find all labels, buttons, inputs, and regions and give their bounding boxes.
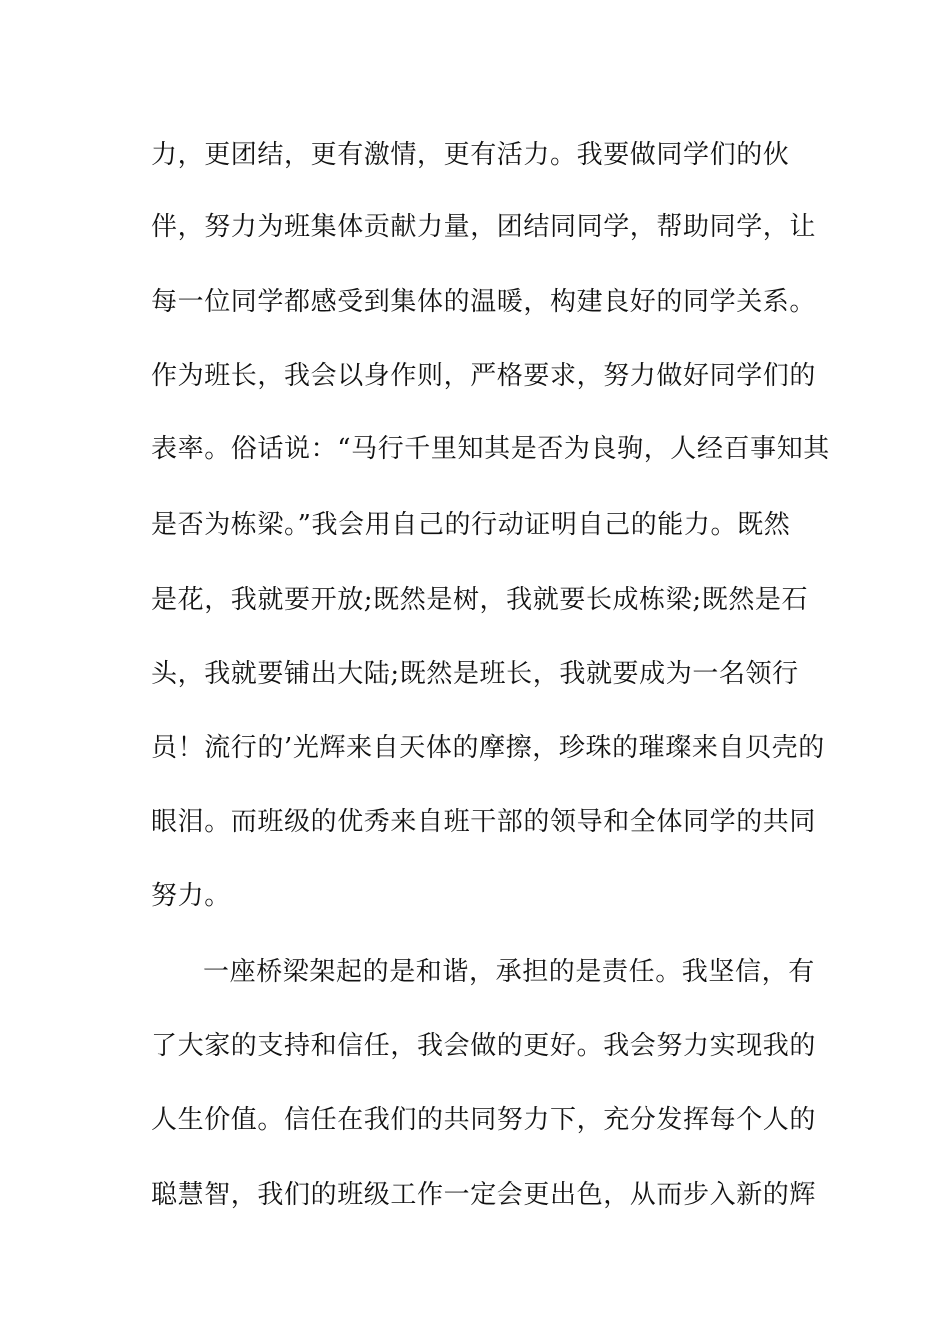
- text-line: 是否为栋梁。”我会用自己的行动证明自己的能力。既然: [151, 510, 791, 540]
- text-line: 作为班长，我会以身作则，严格要求，努力做好同学们的: [151, 361, 817, 391]
- text-line: 眼泪。而班级的优秀来自班干部的领导和全体同学的共同: [151, 807, 817, 837]
- text-line: 伴，努力为班集体贡献力量，团结同同学，帮助同学，让: [151, 212, 817, 242]
- text-line: 是花，我就要开放;既然是树，我就要长成栋梁;既然是石: [151, 585, 809, 615]
- text-line: 聪慧智，我们的班级工作一定会更出色，从而步入新的辉: [151, 1180, 817, 1210]
- text-line: 表率。俗话说：“马行千里知其是否为良驹，人经百事知其: [151, 434, 830, 464]
- text-line: 头，我就要铺出大陆;既然是班长，我就要成为一名领行: [151, 659, 799, 689]
- text-line: 了大家的支持和信任，我会做的更好。我会努力实现我的: [151, 1031, 817, 1061]
- paragraph-first-line: 一座桥梁架起的是和谐，承担的是责任。我坚信，有: [203, 957, 815, 987]
- text-line: 人生价值。信任在我们的共同努力下，充分发挥每个人的: [151, 1105, 817, 1135]
- text-line: 力，更团结，更有激情，更有活力。我要做同学们的伙: [151, 140, 790, 170]
- text-line: 员！流行的’光辉来自天体的摩擦，珍珠的璀璨来自贝壳的: [151, 733, 825, 763]
- text-line: 努力。: [151, 881, 231, 911]
- text-line: 每一位同学都感受到集体的温暖，构建良好的同学关系。: [151, 287, 817, 317]
